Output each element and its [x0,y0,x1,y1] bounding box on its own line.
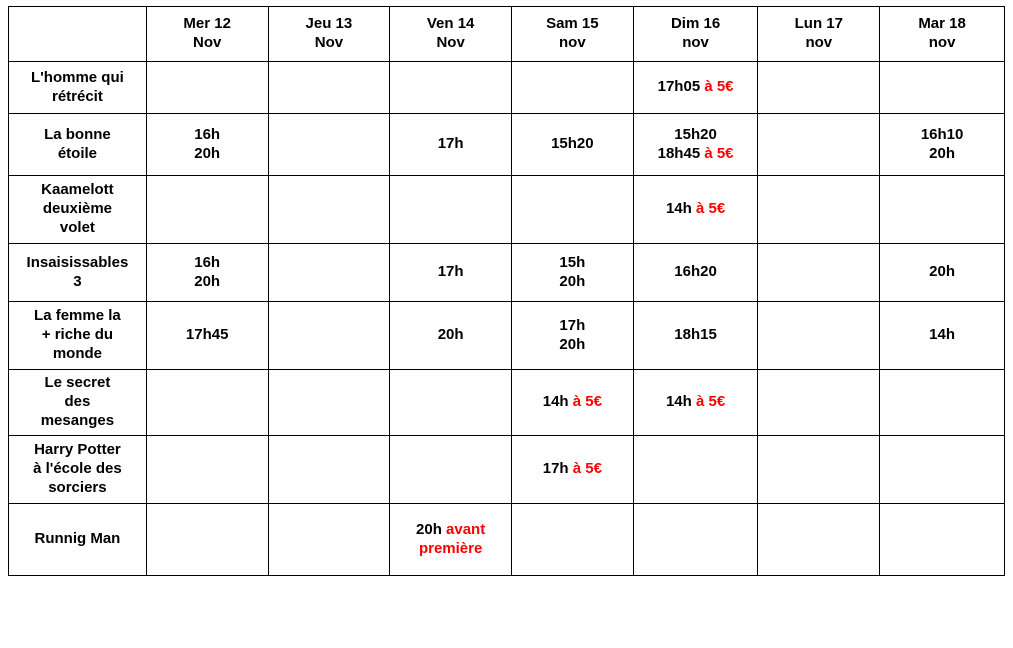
film-title-line: à l'école des [33,460,122,478]
showtime-cell [390,370,512,436]
showtime-cell [633,176,758,244]
showtime-cell [146,504,268,576]
film-title-cell [9,62,147,114]
showtime-cell [880,244,1005,302]
showtime-cell [633,244,758,302]
showtime-cell [268,436,390,504]
showtime-line: 15h20 [551,135,594,153]
column-header-date: Dim 16 [670,15,721,33]
showtime-line: 14h à 5€ [542,393,602,411]
film-title-cell [9,436,147,504]
showtime-cell [511,370,633,436]
showtime-cell [880,504,1005,576]
film-title-line: rétrécit [51,87,103,105]
column-header-lun-17 [758,7,880,62]
showtime-cell [511,176,633,244]
showtime-cell [880,62,1005,114]
showtime-line: 16h [194,125,221,143]
showtime-cell [511,62,633,114]
showtime-cell [633,114,758,176]
showtime-cell [268,114,390,176]
film-title-line: Runnig Man [34,530,121,548]
showtime-cell [880,114,1005,176]
showtime-line: 16h [194,253,221,271]
film-title-line: volet [59,218,95,236]
cinema-schedule-table [8,6,1005,576]
table-row [9,302,1005,370]
showtime-line: 14h [929,326,956,344]
showtime-cell [880,176,1005,244]
showtime-line: 20h [194,272,221,290]
showtime-cell [268,244,390,302]
showtime-line: 20h avant [416,520,486,538]
showtime-cell [146,436,268,504]
showtime-cell [758,504,880,576]
showtime-line: 18h15 [674,326,717,344]
table-row [9,176,1005,244]
header-corner-cell [9,7,147,62]
showtime-cell [146,62,268,114]
showtime-cell [511,436,633,504]
column-header-month: Nov [314,34,344,51]
film-title-line: Kaamelott [41,181,114,199]
showtime-line: première [418,539,483,557]
showtime-line: 18h45 à 5€ [657,144,734,162]
film-title-line: monde [52,344,102,362]
table-row [9,504,1005,576]
showtime-cell [633,62,758,114]
column-header-dim-16 [633,7,758,62]
table-row [9,370,1005,436]
showtime-line: 16h10 [920,125,964,143]
showtime-line: 15h20 [674,125,717,143]
film-title-line: Le secret [44,374,111,392]
film-title-line: des [64,393,91,411]
film-title-line: mesanges [40,411,115,429]
column-header-month: nov [682,34,709,51]
showtime-cell [633,436,758,504]
film-title-line: étoile [57,144,97,162]
showtime-line: 17h45 [185,326,229,344]
showtime-cell [146,176,268,244]
showtime-line: 17h05 à 5€ [657,78,734,96]
column-header-mer-12 [146,7,268,62]
column-header-date: Lun 17 [794,15,843,33]
film-title-cell [9,504,147,576]
column-header-month: nov [559,34,586,51]
column-header-month: Nov [193,34,222,51]
showtime-cell [390,114,512,176]
column-header-jeu-13 [268,7,390,62]
showtime-cell [511,114,633,176]
showtime-cell [390,504,512,576]
film-title-line: La femme la [34,307,121,325]
film-title-cell [9,244,147,302]
showtime-cell [390,176,512,244]
showtime-cell [268,302,390,370]
showtime-line: 15h [559,253,586,271]
film-title-line: 3 [73,272,82,290]
column-header-date: Mar 18 [918,15,966,33]
showtime-cell [268,504,390,576]
film-title-cell [9,302,147,370]
header-row [9,7,1005,62]
showtime-cell [880,436,1005,504]
showtime-cell [146,114,268,176]
showtime-line: 14h à 5€ [665,200,726,218]
showtime-line: 17h à 5€ [542,460,602,478]
showtime-cell [511,244,633,302]
showtime-cell [633,302,758,370]
film-title-line: Insaisissables [26,253,129,271]
film-title-line: La bonne [44,125,111,143]
column-header-month: Nov [436,34,465,51]
column-header-ven-14 [390,7,512,62]
film-title-line: L'homme qui [31,68,124,86]
showtime-cell [758,114,880,176]
film-title-line: sorciers [48,478,107,496]
showtime-line: 17h [437,135,464,153]
showtime-line: 20h [559,272,586,290]
column-header-month: nov [928,34,956,51]
showtime-cell [511,302,633,370]
showtime-cell [633,504,758,576]
film-title-line: Harry Potter [34,441,121,459]
showtime-cell [390,244,512,302]
showtime-cell [268,62,390,114]
showtime-cell [390,436,512,504]
showtime-cell [268,370,390,436]
column-header-mar-18 [880,7,1005,62]
showtime-cell [146,302,268,370]
showtime-cell [758,436,880,504]
table-row [9,244,1005,302]
showtime-line: 20h [194,144,221,162]
column-header-date: Ven 14 [426,15,475,33]
showtime-cell [146,370,268,436]
column-header-date: Jeu 13 [305,15,353,33]
column-header-month: nov [805,34,833,51]
table-row [9,62,1005,114]
showtime-cell [511,504,633,576]
showtime-cell [758,62,880,114]
showtime-cell [758,302,880,370]
showtime-cell [390,62,512,114]
film-title-cell [9,114,147,176]
film-title-line: + riche du [41,326,114,344]
showtime-line: 17h [559,316,586,334]
column-header-date: Mer 12 [183,15,231,33]
table-header [9,7,1005,62]
film-title-line: deuxième [42,200,113,218]
showtime-line: 16h20 [674,263,717,281]
table-body [9,62,1005,576]
showtime-cell [146,244,268,302]
showtime-cell [758,244,880,302]
showtime-cell [880,370,1005,436]
showtime-cell [758,370,880,436]
showtime-cell [268,176,390,244]
table-row [9,114,1005,176]
table-row [9,436,1005,504]
showtime-line: 20h [437,326,464,344]
showtime-cell [390,302,512,370]
showtime-cell [758,176,880,244]
showtime-cell [880,302,1005,370]
showtime-line: 20h [929,144,956,162]
showtime-cell [633,370,758,436]
showtime-line: 20h [559,335,586,353]
column-header-sam-15 [511,7,633,62]
showtime-line: 17h [437,263,464,281]
showtime-line: 14h à 5€ [665,393,726,411]
film-title-cell [9,176,147,244]
column-header-date: Sam 15 [546,15,599,33]
showtime-line: 20h [929,263,956,281]
film-title-cell [9,370,147,436]
